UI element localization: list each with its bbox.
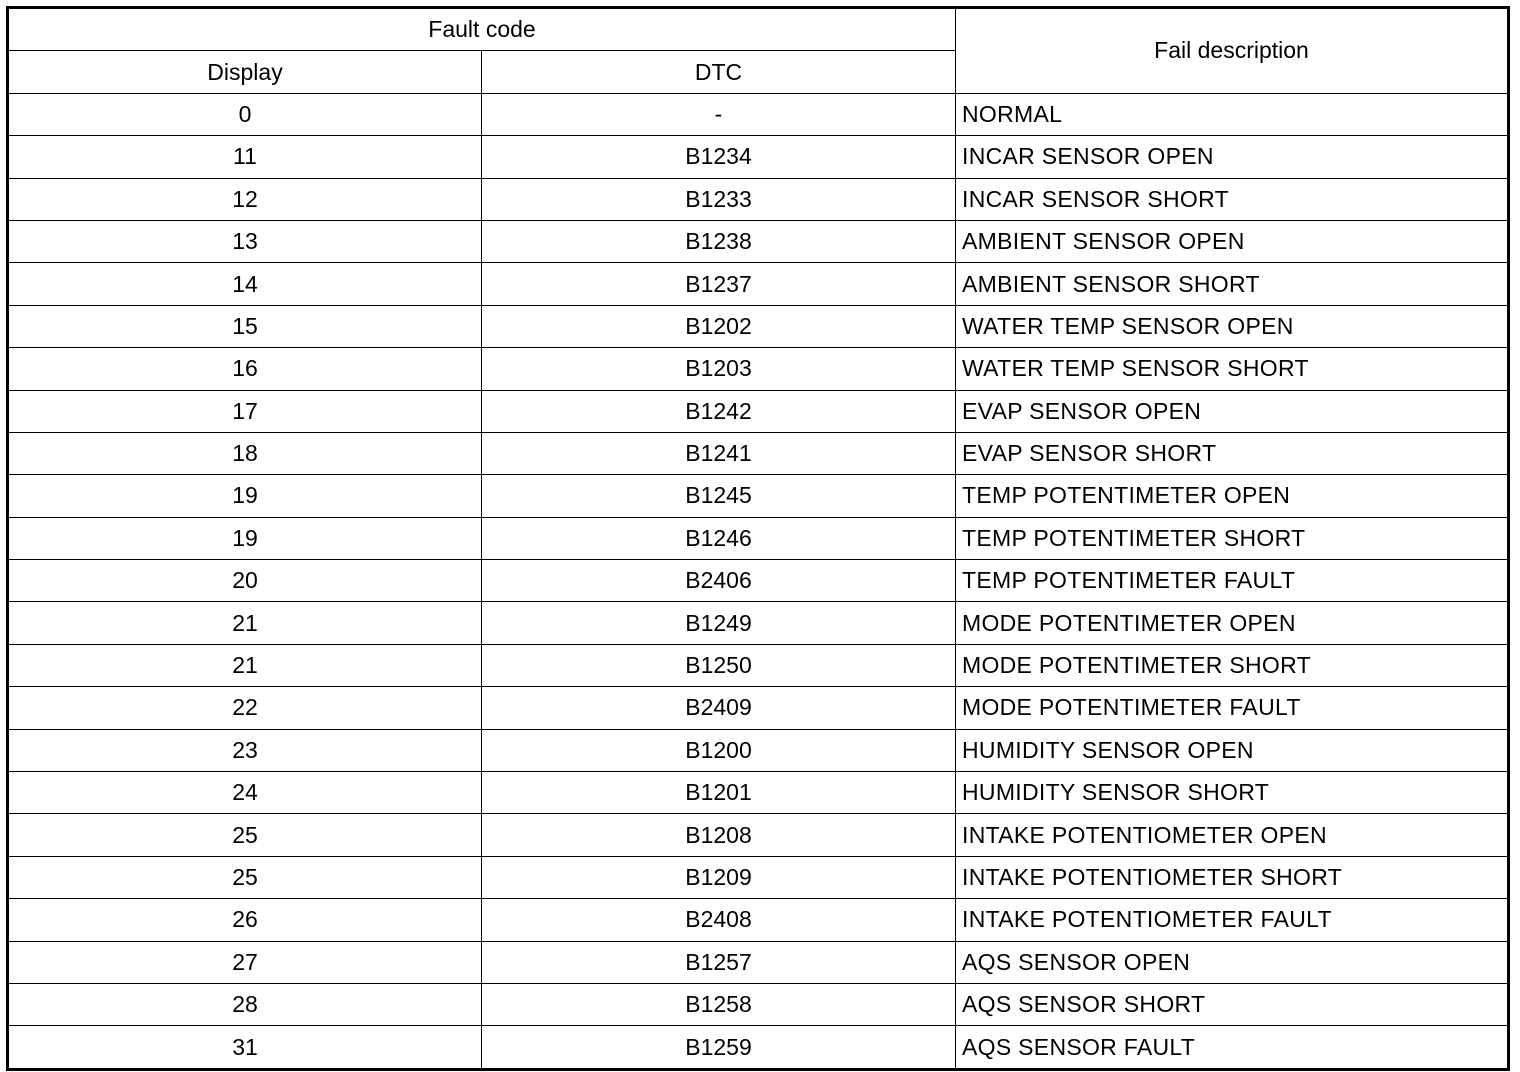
- description-cell: MODE POTENTIMETER SHORT: [956, 644, 1509, 686]
- table-row: [8, 729, 1509, 771]
- dtc-cell: B2408: [482, 899, 956, 941]
- table-row: [8, 602, 1509, 644]
- dtc-cell: B1237: [482, 263, 956, 305]
- display-cell: 28: [8, 983, 482, 1025]
- table-row: [8, 856, 1509, 898]
- dtc-cell: B1233: [482, 178, 956, 220]
- display-cell: 12: [8, 178, 482, 220]
- table-row: [8, 305, 1509, 347]
- dtc-cell: B1259: [482, 1026, 956, 1069]
- display-cell: 23: [8, 729, 482, 771]
- table-row: [8, 220, 1509, 262]
- dtc-cell: B1242: [482, 390, 956, 432]
- display-cell: 17: [8, 390, 482, 432]
- table-row: [8, 263, 1509, 305]
- table-row: [8, 517, 1509, 559]
- dtc-cell: B1246: [482, 517, 956, 559]
- dtc-cell: B1234: [482, 136, 956, 178]
- description-cell: TEMP POTENTIMETER OPEN: [956, 475, 1509, 517]
- description-cell: WATER TEMP SENSOR SHORT: [956, 348, 1509, 390]
- dtc-cell: B1245: [482, 475, 956, 517]
- description-cell: NORMAL: [956, 93, 1509, 135]
- table-row: [8, 178, 1509, 220]
- dtc-cell: B1258: [482, 983, 956, 1025]
- display-cell: 18: [8, 432, 482, 474]
- table-row: [8, 644, 1509, 686]
- display-cell: 27: [8, 941, 482, 983]
- table-row: [8, 93, 1509, 135]
- display-cell: 24: [8, 772, 482, 814]
- dtc-cell: B1202: [482, 305, 956, 347]
- display-cell: 14: [8, 263, 482, 305]
- display-cell: 19: [8, 475, 482, 517]
- table-row: [8, 390, 1509, 432]
- dtc-cell: B1238: [482, 220, 956, 262]
- table-body: [8, 93, 1509, 1069]
- table-row: [8, 983, 1509, 1025]
- dtc-cell: B2406: [482, 560, 956, 602]
- display-cell: 25: [8, 814, 482, 856]
- description-cell: HUMIDITY SENSOR SHORT: [956, 772, 1509, 814]
- header-dtc: DTC: [482, 51, 956, 93]
- table-row: [8, 136, 1509, 178]
- display-cell: 21: [8, 644, 482, 686]
- header-display: Display: [8, 51, 482, 93]
- description-cell: TEMP POTENTIMETER FAULT: [956, 560, 1509, 602]
- display-cell: 11: [8, 136, 482, 178]
- description-cell: INTAKE POTENTIOMETER SHORT: [956, 856, 1509, 898]
- display-cell: 13: [8, 220, 482, 262]
- header-fault-code: Fault code: [8, 8, 956, 51]
- description-cell: AMBIENT SENSOR OPEN: [956, 220, 1509, 262]
- fault-code-table: [6, 6, 1510, 1071]
- table-row: [8, 941, 1509, 983]
- dtc-cell: B1241: [482, 432, 956, 474]
- dtc-cell: B1250: [482, 644, 956, 686]
- dtc-cell: -: [482, 93, 956, 135]
- description-cell: INTAKE POTENTIOMETER OPEN: [956, 814, 1509, 856]
- display-cell: 25: [8, 856, 482, 898]
- display-cell: 19: [8, 517, 482, 559]
- display-cell: 31: [8, 1026, 482, 1069]
- display-cell: 20: [8, 560, 482, 602]
- dtc-cell: B1257: [482, 941, 956, 983]
- description-cell: AQS SENSOR SHORT: [956, 983, 1509, 1025]
- dtc-cell: B1249: [482, 602, 956, 644]
- table-row: [8, 687, 1509, 729]
- display-cell: 15: [8, 305, 482, 347]
- dtc-cell: B2409: [482, 687, 956, 729]
- description-cell: MODE POTENTIMETER OPEN: [956, 602, 1509, 644]
- description-cell: EVAP SENSOR SHORT: [956, 432, 1509, 474]
- display-cell: 16: [8, 348, 482, 390]
- description-cell: INTAKE POTENTIOMETER FAULT: [956, 899, 1509, 941]
- dtc-cell: B1208: [482, 814, 956, 856]
- description-cell: AQS SENSOR OPEN: [956, 941, 1509, 983]
- table-row: [8, 1026, 1509, 1069]
- dtc-cell: B1203: [482, 348, 956, 390]
- header-fail-description: Fail description: [956, 8, 1509, 94]
- dtc-cell: B1200: [482, 729, 956, 771]
- description-cell: INCAR SENSOR OPEN: [956, 136, 1509, 178]
- description-cell: INCAR SENSOR SHORT: [956, 178, 1509, 220]
- description-cell: HUMIDITY SENSOR OPEN: [956, 729, 1509, 771]
- dtc-cell: B1209: [482, 856, 956, 898]
- description-cell: AMBIENT SENSOR SHORT: [956, 263, 1509, 305]
- table-row: [8, 475, 1509, 517]
- display-cell: 21: [8, 602, 482, 644]
- description-cell: MODE POTENTIMETER FAULT: [956, 687, 1509, 729]
- description-cell: AQS SENSOR FAULT: [956, 1026, 1509, 1069]
- display-cell: 0: [8, 93, 482, 135]
- table-row: [8, 814, 1509, 856]
- dtc-cell: B1201: [482, 772, 956, 814]
- table-row: [8, 772, 1509, 814]
- table-row: [8, 899, 1509, 941]
- description-cell: TEMP POTENTIMETER SHORT: [956, 517, 1509, 559]
- table-row: [8, 560, 1509, 602]
- description-cell: WATER TEMP SENSOR OPEN: [956, 305, 1509, 347]
- table-row: [8, 348, 1509, 390]
- table-header: [8, 8, 1509, 94]
- display-cell: 26: [8, 899, 482, 941]
- display-cell: 22: [8, 687, 482, 729]
- description-cell: EVAP SENSOR OPEN: [956, 390, 1509, 432]
- header-row-top: [8, 8, 1509, 51]
- table-row: [8, 432, 1509, 474]
